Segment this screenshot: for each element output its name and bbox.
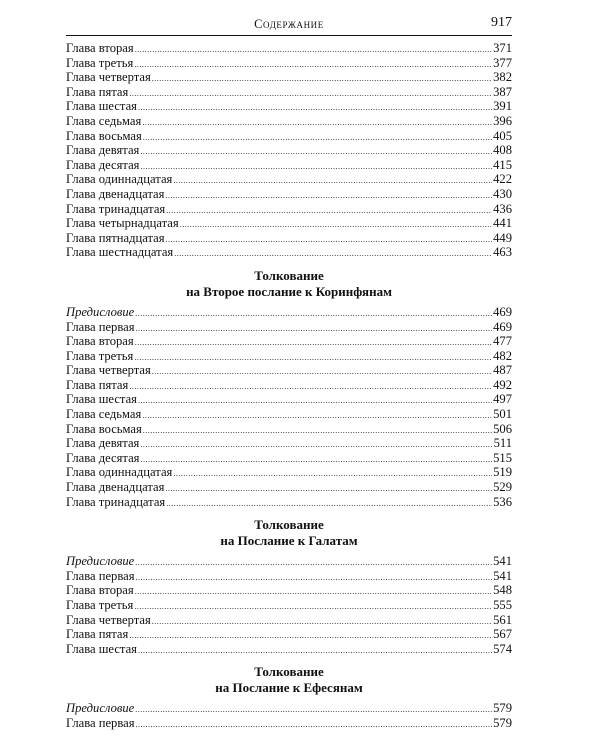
- toc-entry-page: 415: [493, 157, 512, 172]
- toc-entry-page: 396: [493, 113, 512, 128]
- toc-content: [66, 41, 512, 731]
- dot-leader: [140, 438, 492, 453]
- toc-entry-page: 469: [493, 304, 512, 319]
- toc-entry[interactable]: [66, 158, 512, 173]
- toc-entry[interactable]: [66, 334, 512, 349]
- toc-entry-page: 477: [493, 334, 512, 349]
- toc-entry-page: 506: [493, 421, 512, 436]
- toc-entry[interactable]: [66, 583, 512, 598]
- toc-entry-page: 548: [493, 583, 512, 598]
- toc-entry[interactable]: [66, 56, 512, 71]
- dot-leader: [165, 482, 492, 497]
- toc-entry[interactable]: [66, 129, 512, 144]
- toc-entry-label: Глава одиннадцатая: [66, 465, 173, 480]
- dot-leader: [180, 218, 492, 233]
- toc-entry-page: 463: [493, 245, 512, 260]
- dot-leader: [173, 467, 492, 482]
- running-title: Содержание: [254, 17, 324, 31]
- dot-leader: [152, 615, 492, 630]
- dot-leader: [135, 585, 492, 600]
- toc-entry[interactable]: [66, 231, 512, 246]
- dot-leader: [136, 718, 493, 733]
- toc-entry-label: Глава шестая: [66, 392, 137, 407]
- toc-entry-page: 497: [493, 392, 512, 407]
- toc-entry-label: Глава пятая: [66, 84, 129, 99]
- toc-entry[interactable]: [66, 392, 512, 407]
- toc-entry[interactable]: [66, 305, 512, 320]
- toc-entry-label: Глава третья: [66, 55, 134, 70]
- dot-leader: [142, 409, 492, 424]
- dot-leader: [140, 453, 492, 468]
- toc-entry-label: Глава шестнадцатая: [66, 245, 174, 260]
- section-heading-line2: на Второе послание к Коринфянам: [186, 283, 392, 299]
- toc-entry-label: Глава первая: [66, 319, 135, 334]
- toc-entry-page: 511: [493, 436, 512, 451]
- toc-entry-label: Глава четвертая: [66, 363, 151, 378]
- toc-entry-label: Глава пятнадцатая: [66, 230, 165, 245]
- toc-entry-page: 492: [493, 377, 512, 392]
- toc-entry-page: 371: [493, 41, 512, 55]
- toc-entry-page: 529: [493, 480, 512, 495]
- dot-leader: [166, 497, 492, 512]
- toc-entry-page: 515: [493, 450, 512, 465]
- toc-entry[interactable]: [66, 85, 512, 100]
- section-heading: [66, 509, 512, 554]
- toc-entry-page: 449: [493, 230, 512, 245]
- toc-entry-label: Глава восьмая: [66, 128, 142, 143]
- toc-entry[interactable]: [66, 114, 512, 129]
- dot-leader: [134, 58, 492, 73]
- dot-leader: [135, 336, 492, 351]
- dot-leader: [136, 571, 493, 586]
- toc-entry-page: 541: [493, 568, 512, 583]
- dot-leader: [134, 600, 492, 615]
- toc-entry[interactable]: [66, 554, 512, 569]
- toc-entry[interactable]: [66, 480, 512, 495]
- dot-leader: [152, 72, 492, 87]
- toc-entry-label: Глава десятая: [66, 157, 140, 172]
- toc-entry-page: 422: [493, 172, 512, 187]
- dot-leader: [140, 160, 492, 175]
- toc-section-galatians: [66, 509, 512, 656]
- toc-entry-page: 408: [493, 143, 512, 158]
- dot-leader: [138, 644, 492, 659]
- toc-entry-label: Глава четырнадцатая: [66, 216, 179, 231]
- toc-entry-label: Глава девятая: [66, 436, 140, 451]
- toc-entry-page: 377: [493, 55, 512, 70]
- toc-entry-label: Глава первая: [66, 568, 135, 583]
- dot-leader: [138, 101, 492, 116]
- dot-leader: [134, 351, 492, 366]
- toc-entry[interactable]: [66, 70, 512, 85]
- dot-leader: [143, 131, 492, 146]
- toc-entry-label: Глава седьмая: [66, 407, 142, 422]
- toc-entry-label: Предисловие: [66, 304, 135, 319]
- dot-leader: [143, 424, 492, 439]
- dot-leader: [129, 87, 492, 102]
- toc-entry[interactable]: [66, 407, 512, 422]
- toc-entry-label: Глава третья: [66, 598, 134, 612]
- toc-entry[interactable]: [66, 716, 512, 731]
- section-heading-line2: на Послание к Галатам: [220, 533, 358, 549]
- toc-entry[interactable]: [66, 465, 512, 480]
- toc-entry[interactable]: [66, 378, 512, 393]
- section-heading-line1: Толкование: [254, 664, 324, 680]
- toc-entry[interactable]: [66, 451, 512, 466]
- dot-leader: [135, 307, 492, 322]
- toc-entry-page: 441: [493, 216, 512, 231]
- dot-leader: [152, 365, 492, 380]
- toc-entry[interactable]: [66, 569, 512, 584]
- toc-entry-label: Глава двенадцатая: [66, 480, 165, 495]
- toc-entry[interactable]: [66, 436, 512, 451]
- dot-leader: [173, 174, 492, 189]
- toc-entry-label: Глава тринадцатая: [66, 494, 166, 509]
- toc-entry-page: 555: [493, 598, 512, 612]
- toc-entry-page: 405: [493, 128, 512, 143]
- toc-entry-label: Глава двенадцатая: [66, 186, 165, 201]
- toc-entry-page: 561: [493, 612, 512, 627]
- toc-entry-page: 382: [493, 70, 512, 85]
- dot-leader: [129, 629, 492, 644]
- toc-entry-label: Глава пятая: [66, 627, 129, 642]
- toc-entry-label: Глава первая: [66, 715, 135, 730]
- toc-entry-page: 469: [493, 319, 512, 334]
- toc-entry-page: 567: [493, 627, 512, 642]
- dot-leader: [142, 116, 492, 131]
- toc-entry-label: Глава десятая: [66, 450, 140, 465]
- toc-entry-page: 487: [493, 363, 512, 378]
- toc-entry-label: Глава шестая: [66, 641, 137, 656]
- toc-entry-label: Глава вторая: [66, 41, 134, 55]
- dot-leader: [135, 43, 492, 58]
- toc-entry[interactable]: [66, 41, 512, 56]
- toc-entry-page: 436: [493, 201, 512, 216]
- running-head: [66, 15, 512, 36]
- toc-entry-page: 387: [493, 84, 512, 99]
- section-heading: [66, 656, 512, 701]
- toc-entry-label: Глава четвертая: [66, 70, 151, 85]
- toc-entry-page: 541: [493, 554, 512, 569]
- toc-entry[interactable]: [66, 422, 512, 437]
- toc-entry[interactable]: [66, 202, 512, 217]
- toc-entry[interactable]: [66, 349, 512, 364]
- toc-entry[interactable]: [66, 627, 512, 642]
- toc-entry-label: Предисловие: [66, 701, 135, 716]
- toc-entry-label: Глава вторая: [66, 334, 134, 349]
- toc-entry-label: Глава четвертая: [66, 612, 151, 627]
- toc-entry-page: 536: [493, 494, 512, 509]
- toc-entry[interactable]: [66, 143, 512, 158]
- toc-entry-label: Предисловие: [66, 554, 135, 569]
- section-heading-line1: Толкование: [254, 267, 324, 283]
- toc-entry[interactable]: [66, 495, 512, 510]
- toc-entry[interactable]: [66, 99, 512, 114]
- toc-entry[interactable]: [66, 187, 512, 202]
- toc-entry[interactable]: [66, 598, 512, 613]
- section-heading-line2: на Послание к Ефесянам: [215, 680, 363, 696]
- toc-entry-label: Глава шестая: [66, 99, 137, 114]
- toc-entry-page: 430: [493, 186, 512, 201]
- toc-section-ephesians: [66, 656, 512, 730]
- toc-entry[interactable]: [66, 701, 512, 716]
- page-number: 917: [491, 15, 512, 30]
- toc-entry[interactable]: [66, 613, 512, 628]
- toc-entry-page: 482: [493, 348, 512, 363]
- toc-entry-page: 579: [493, 715, 512, 730]
- dot-leader: [129, 380, 492, 395]
- dot-leader: [135, 703, 492, 718]
- dot-leader: [165, 189, 492, 204]
- toc-entry-label: Глава восьмая: [66, 421, 142, 436]
- toc-entry[interactable]: [66, 320, 512, 335]
- toc-entry-page: 579: [493, 701, 512, 716]
- toc-entry-label: Глава одиннадцатая: [66, 172, 173, 187]
- dot-leader: [135, 556, 492, 571]
- toc-entry-label: Глава третья: [66, 348, 134, 363]
- toc-entry[interactable]: [66, 172, 512, 187]
- toc-section-corinthians: [66, 260, 512, 509]
- toc-entry-label: Глава вторая: [66, 583, 134, 598]
- toc-entry-label: Глава девятая: [66, 143, 140, 158]
- toc-entry[interactable]: [66, 216, 512, 231]
- toc-entry-label: Глава седьмая: [66, 113, 142, 128]
- toc-entry-page: 501: [493, 407, 512, 422]
- toc-entry[interactable]: [66, 642, 512, 657]
- toc-entry-page: 574: [493, 641, 512, 656]
- toc-entry[interactable]: [66, 363, 512, 378]
- dot-leader: [140, 145, 492, 160]
- dot-leader: [166, 204, 492, 219]
- dot-leader: [174, 247, 492, 262]
- section-heading-line1: Толкование: [254, 517, 324, 533]
- toc-entry-page: 519: [493, 465, 512, 480]
- dot-leader: [166, 233, 493, 248]
- toc-entry-label: Глава тринадцатая: [66, 201, 166, 216]
- toc-entry-page: 391: [493, 99, 512, 114]
- section-heading: [66, 260, 512, 305]
- dot-leader: [138, 394, 492, 409]
- toc-block-continued: [66, 41, 512, 260]
- toc-entry-label: Глава пятая: [66, 377, 129, 392]
- toc-entry[interactable]: [66, 245, 512, 260]
- dot-leader: [136, 322, 493, 337]
